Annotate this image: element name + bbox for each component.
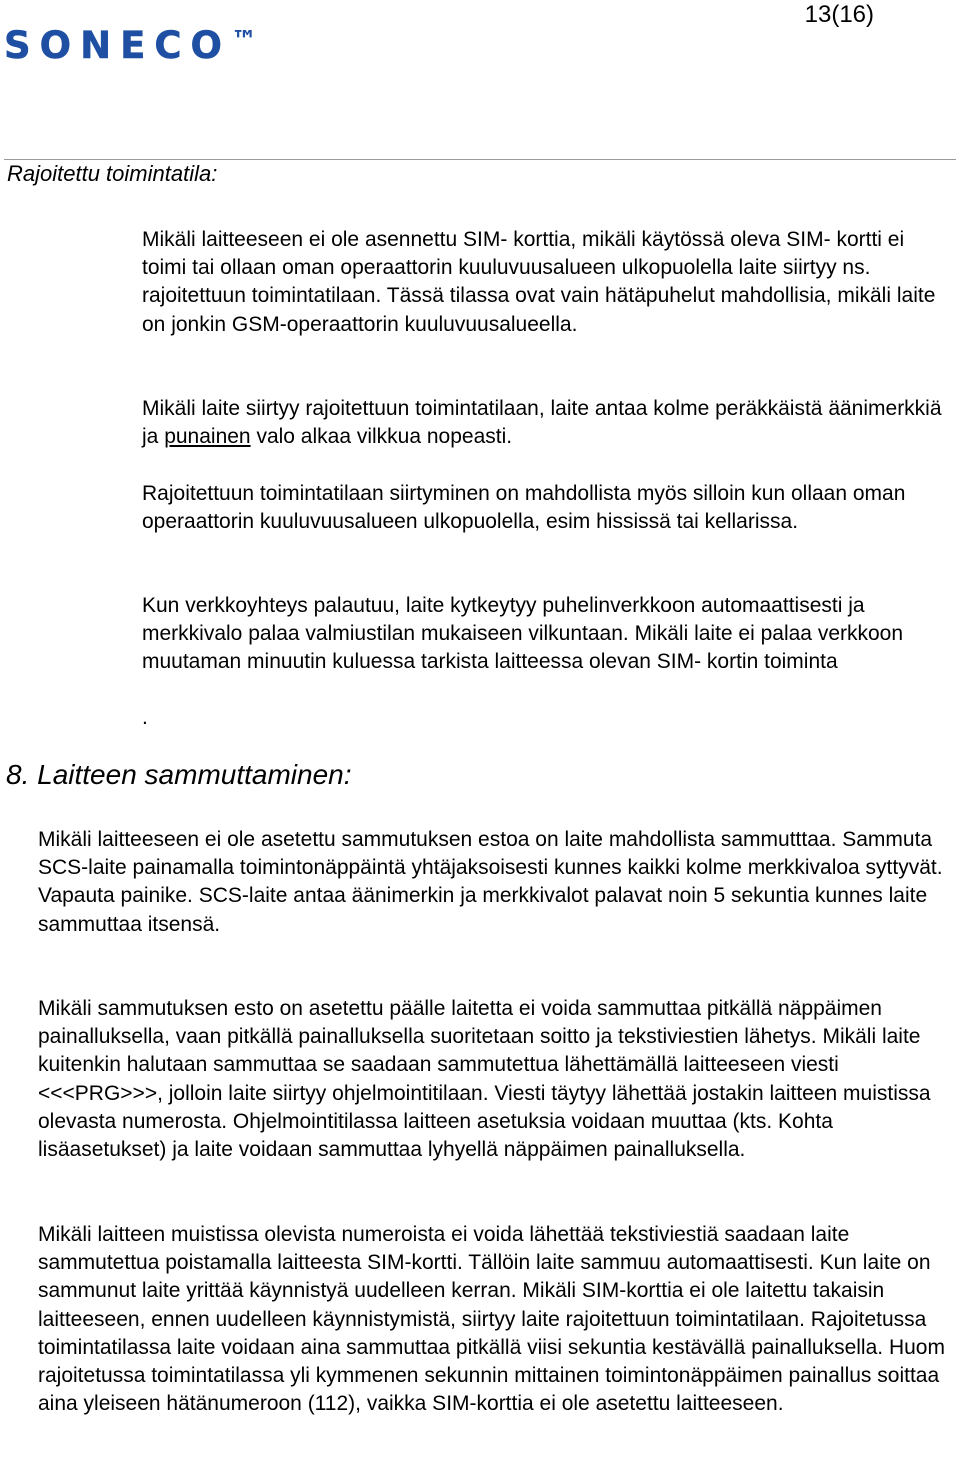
paragraph-restricted-signal	[142, 395, 942, 451]
section-title-restricted-mode: Rajoitettu toimintatila:	[7, 161, 218, 186]
paragraph-shutdown-basic: Mikäli laitteeseen ei ole asetettu sammutuksen estoa on laite mahdollista sammutttaa. Sammuta SCS-laite painamalla toimintonäppäintä yhtäjaksoisesti kunnes kaikki kolme merkkivaloa syttyvät. Vapauta painike. SCS-laite antaa äänimerkin ja merkkivalot palavat noin 5 sekuntia kunnes laite sammuttaa itsensä.	[38, 828, 943, 936]
paragraph-text-end: valo alkaa vilkkua nopeasti.	[250, 425, 513, 449]
company-logo	[4, 26, 257, 66]
trademark-symbol: ™	[230, 26, 257, 56]
paragraph-shutdown-sim: Mikäli laitteen muistissa olevista numeroista ei voida lähettää tekstiviestiä saadaan laite sammutettua poistamalla laitteesta SIM-kortti. Tällöin laite sammuu automaattisesti. Kun laite on sammunut laite yrittää käynnistyä uudelleen kerran. Mikäli SIM-korttia ei ole laitettu takaisin laitteeseen, ennen uudelleen käynnistymistä, siirtyy laite rajoitettuun toimintatilaan. Rajoitetussa toimintatilassa laite voidaan aina sammuttaa pitkällä viisi sekuntia kestävällä painalluksella. Huom rajoitetussa toimintatilassa yli kymmenen sekunnin mittainen toimintonäppäimen painallus soittaa aina yleiseen hätänumeroon (112), vaikka SIM-korttia ei ole asetettu laitteeseen.	[38, 1223, 945, 1416]
paragraph-text-start: Mikäli laite siirtyy rajoitettuun toimintatilaan, laite antaa kolme peräkkäistä äänimerkkiä ja	[142, 397, 942, 449]
paragraph-network-restored: Kun verkkoyhteys palautuu, laite kytkeytyy puhelinverkkoon automaattisesti ja merkkivalo palaa valmiustilan mukaiseen vilkuntaan. Mikäli laite ei palaa verkkoon muutaman minuutin kuluessa tarkista laitteessa olevan SIM- kortin toiminta	[142, 594, 904, 674]
paragraph-shutdown-lock: Mikäli sammutuksen esto on asetettu päälle laitetta ei voida sammuttaa pitkällä näppäimen painalluksella, vaan pitkällä painalluksella suoritetaan soitto ja tekstiviestien lähetys. Mikäli laite kuitenkin halutaan sammuttaa se saadaan sammutettua lähettämällä laitteeseen viesti <<<PRG>>>, jolloin laite siirtyy ohjelmointitilaan. Viesti täytyy lähettää jostakin laitteen muistissa olevasta numerosta. Ohjelmointitilassa laitteen asetuksia voidaan muuttaa (kts. Kohta lisäasetukset) ja laite voidaan sammuttaa lyhyellä näppäimen painalluksella.	[38, 997, 931, 1162]
section-title-shutdown: 8. Laitteen sammuttaminen:	[6, 759, 352, 790]
paragraph-restricted-coverage: Rajoitettuun toimintatilaan siirtyminen on mahdollista myös silloin kun ollaan oman operaattorin kuuluvuusalueen ulkopuolella, esim hississä tai kellarissa.	[142, 482, 906, 534]
paragraph-restricted-intro: Mikäli laitteeseen ei ole asennettu SIM- korttia, mikäli käytössä oleva SIM- kortti ei toimi tai ollaan oman operaattorin kuuluvuusalueen ulkopuolella laite siirtyy ns. rajoitettuun toimintatilaan. Tässä tilassa ovat vain hätäpuhelut mahdollisia, mikäli laite on jonkin GSM-operaattorin kuuluvuusalueella.	[142, 228, 936, 336]
page-number: 13(16)	[804, 1, 874, 28]
logo-wordmark: SONECO	[4, 24, 231, 67]
paragraph-trailing-period: .	[142, 706, 148, 729]
underlined-word-red: punainen	[164, 425, 251, 449]
